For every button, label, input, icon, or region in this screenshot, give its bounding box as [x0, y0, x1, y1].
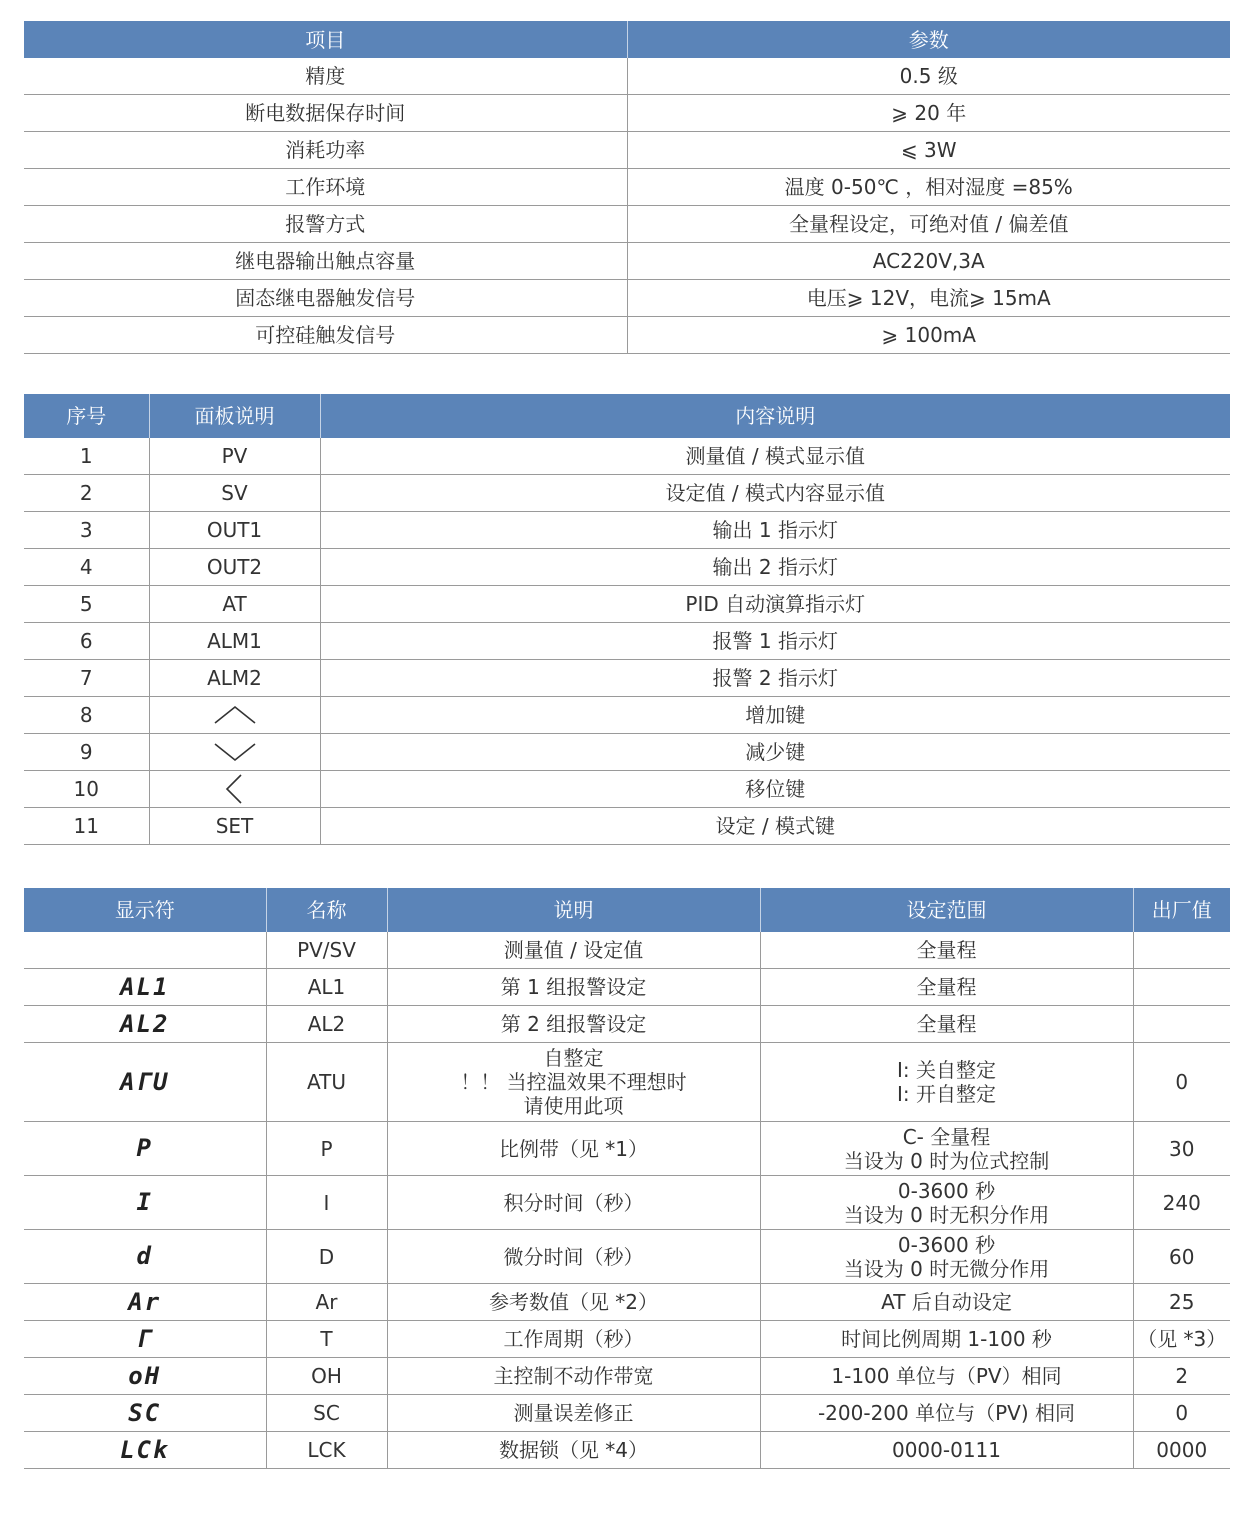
spec-header-item: 项目	[24, 21, 627, 58]
param-table	[24, 888, 1230, 1469]
param-symbol	[24, 932, 266, 969]
param-symbol: I	[24, 1176, 266, 1230]
param-name: AL1	[266, 969, 387, 1006]
param-desc: 第 2 组报警设定	[387, 1006, 760, 1043]
panel-label: ALM1	[149, 623, 320, 660]
panel-no: 11	[24, 808, 149, 845]
panel-no: 9	[24, 734, 149, 771]
param-desc: 参考数值（见 *2）	[387, 1284, 760, 1321]
param-desc: 积分时间（秒）	[387, 1176, 760, 1230]
table-row	[24, 1358, 1230, 1395]
table-row	[24, 132, 1230, 169]
param-name: P	[266, 1122, 387, 1176]
panel-desc: 报警 1 指示灯	[320, 623, 1230, 660]
table-row	[24, 95, 1230, 132]
spec-value: 温度 0-50℃ ，相对湿度 =85%	[627, 169, 1230, 206]
panel-desc: PID 自动演算指示灯	[320, 586, 1230, 623]
table-row	[24, 317, 1230, 354]
param-range: 时间比例周期 1-100 秒	[760, 1321, 1133, 1358]
param-header-name: 名称	[266, 888, 387, 932]
param-range-line: 当设为 0 时无积分作用	[843, 1202, 1050, 1227]
panel-no: 5	[24, 586, 149, 623]
spec-item: 工作环境	[24, 169, 627, 206]
panel-table	[24, 394, 1230, 845]
panel-desc: 增加键	[320, 697, 1230, 734]
panel-label: OUT2	[149, 549, 320, 586]
param-default: 0	[1133, 1395, 1230, 1432]
panel-label	[149, 771, 320, 808]
param-name: OH	[266, 1358, 387, 1395]
table-row	[24, 1006, 1230, 1043]
param-desc: 数据锁（见 *4）	[387, 1432, 760, 1469]
spec-item: 精度	[24, 58, 627, 95]
param-range-line: I: 开自整定	[897, 1082, 996, 1106]
param-symbol: oH	[24, 1358, 266, 1395]
param-range: 全量程	[760, 1006, 1133, 1043]
param-name: SC	[266, 1395, 387, 1432]
param-range: 1-100 单位与（PV）相同	[760, 1358, 1133, 1395]
param-desc-line: 自整定	[543, 1046, 604, 1070]
panel-header-row	[24, 394, 1230, 438]
param-default: 25	[1133, 1284, 1230, 1321]
param-range-line: 0-3600 秒	[897, 1178, 996, 1203]
param-default	[1133, 969, 1230, 1006]
panel-desc: 设定值 / 模式内容显示值	[320, 475, 1230, 512]
spec-header-row	[24, 21, 1230, 58]
panel-desc: 报警 2 指示灯	[320, 660, 1230, 697]
table-row	[24, 969, 1230, 1006]
panel-no: 7	[24, 660, 149, 697]
param-desc: 比例带（见 *1）	[387, 1122, 760, 1176]
table-row	[24, 1176, 1230, 1230]
spec-value: ⩽ 3W	[627, 132, 1230, 169]
table-row	[24, 697, 1230, 734]
param-header-symbol: 显示符	[24, 888, 266, 932]
spec-header-param: 参数	[627, 21, 1230, 58]
panel-label: PV	[149, 438, 320, 475]
table-row	[24, 280, 1230, 317]
spec-item: 继电器输出触点容量	[24, 243, 627, 280]
param-header-desc: 说明	[387, 888, 760, 932]
param-desc	[387, 1043, 760, 1122]
panel-no: 10	[24, 771, 149, 808]
panel-no: 8	[24, 697, 149, 734]
param-default	[1133, 932, 1230, 969]
panel-no: 6	[24, 623, 149, 660]
panel-no: 4	[24, 549, 149, 586]
param-symbol: LCk	[24, 1432, 266, 1469]
spec-item: 可控硅触发信号	[24, 317, 627, 354]
param-desc: 测量值 / 设定值	[387, 932, 760, 969]
param-range-line: 当设为 0 时无微分作用	[843, 1256, 1050, 1281]
param-range	[760, 1122, 1133, 1176]
table-row	[24, 243, 1230, 280]
param-range-line: C- 全量程	[902, 1124, 991, 1149]
table-row	[24, 475, 1230, 512]
param-symbol: AL1	[24, 969, 266, 1006]
param-desc: 工作周期（秒）	[387, 1321, 760, 1358]
table-row	[24, 549, 1230, 586]
spec-item: 报警方式	[24, 206, 627, 243]
panel-no: 3	[24, 512, 149, 549]
param-desc-line: 请使用此项	[523, 1094, 624, 1118]
table-row	[24, 808, 1230, 845]
spec-item: 消耗功率	[24, 132, 627, 169]
table-row	[24, 734, 1230, 771]
spec-value: ⩾ 20 年	[627, 95, 1230, 132]
param-desc-line: ！！ 当控温效果不理想时	[460, 1070, 687, 1094]
table-row	[24, 1122, 1230, 1176]
param-header-default: 出厂值	[1133, 888, 1230, 932]
param-name: I	[266, 1176, 387, 1230]
param-range	[760, 1043, 1133, 1122]
param-name: D	[266, 1230, 387, 1284]
panel-desc: 测量值 / 模式显示值	[320, 438, 1230, 475]
table-row	[24, 1230, 1230, 1284]
table-row	[24, 771, 1230, 808]
table-row	[24, 932, 1230, 969]
panel-header-desc: 内容说明	[320, 394, 1230, 438]
spec-value: AC220V,3A	[627, 243, 1230, 280]
param-default: 240	[1133, 1176, 1230, 1230]
param-desc: 微分时间（秒）	[387, 1230, 760, 1284]
param-name: T	[266, 1321, 387, 1358]
left-key-icon	[223, 773, 247, 805]
param-symbol: P	[24, 1122, 266, 1176]
panel-no: 1	[24, 438, 149, 475]
param-default: （见 *3）	[1133, 1321, 1230, 1358]
param-default: 2	[1133, 1358, 1230, 1395]
table-row	[24, 623, 1230, 660]
param-default: 30	[1133, 1122, 1230, 1176]
panel-desc: 输出 1 指示灯	[320, 512, 1230, 549]
param-desc: 第 1 组报警设定	[387, 969, 760, 1006]
param-range-line: I: 关自整定	[897, 1058, 996, 1082]
table-row	[24, 512, 1230, 549]
panel-label: ALM2	[149, 660, 320, 697]
param-range: 0000-0111	[760, 1432, 1133, 1469]
param-range-line: 当设为 0 时为位式控制	[843, 1148, 1050, 1173]
panel-header-no: 序号	[24, 394, 149, 438]
param-range: 全量程	[760, 932, 1133, 969]
table-row	[24, 586, 1230, 623]
table-row	[24, 660, 1230, 697]
param-default: 0	[1133, 1043, 1230, 1122]
param-symbol: Γ	[24, 1321, 266, 1358]
panel-header-label: 面板说明	[149, 394, 320, 438]
panel-desc: 减少键	[320, 734, 1230, 771]
spec-table	[24, 21, 1230, 354]
table-row	[24, 206, 1230, 243]
panel-label	[149, 734, 320, 771]
param-range	[760, 1230, 1133, 1284]
spec-item: 固态继电器触发信号	[24, 280, 627, 317]
param-name: AL2	[266, 1006, 387, 1043]
panel-desc: 设定 / 模式键	[320, 808, 1230, 845]
param-range: -200-200 单位与（PV) 相同	[760, 1395, 1133, 1432]
param-desc: 主控制不动作带宽	[387, 1358, 760, 1395]
param-symbol: AΓU	[24, 1043, 266, 1122]
param-default: 60	[1133, 1230, 1230, 1284]
table-row	[24, 169, 1230, 206]
table-row	[24, 1395, 1230, 1432]
table-row	[24, 438, 1230, 475]
panel-no: 2	[24, 475, 149, 512]
down-key-icon	[213, 740, 257, 764]
panel-label: SET	[149, 808, 320, 845]
param-range: AT 后自动设定	[760, 1284, 1133, 1321]
param-header-range: 设定范围	[760, 888, 1133, 932]
spec-value: 全量程设定，可绝对值 / 偏差值	[627, 206, 1230, 243]
spec-value: 电压⩾ 12V，电流⩾ 15mA	[627, 280, 1230, 317]
panel-label: OUT1	[149, 512, 320, 549]
table-row	[24, 1432, 1230, 1469]
param-symbol: SC	[24, 1395, 266, 1432]
table-row	[24, 1321, 1230, 1358]
table-row	[24, 1043, 1230, 1122]
param-desc: 测量误差修正	[387, 1395, 760, 1432]
spec-item: 断电数据保存时间	[24, 95, 627, 132]
param-name: LCK	[266, 1432, 387, 1469]
up-key-icon	[213, 703, 257, 727]
param-symbol: AL2	[24, 1006, 266, 1043]
param-default	[1133, 1006, 1230, 1043]
param-range-line: 0-3600 秒	[897, 1232, 996, 1257]
table-row	[24, 1284, 1230, 1321]
panel-label	[149, 697, 320, 734]
spec-value: ⩾ 100mA	[627, 317, 1230, 354]
param-name: ATU	[266, 1043, 387, 1122]
panel-desc: 输出 2 指示灯	[320, 549, 1230, 586]
param-symbol: Ar	[24, 1284, 266, 1321]
panel-label: SV	[149, 475, 320, 512]
table-row	[24, 58, 1230, 95]
panel-desc: 移位键	[320, 771, 1230, 808]
param-symbol: d	[24, 1230, 266, 1284]
param-range: 全量程	[760, 969, 1133, 1006]
param-name: Ar	[266, 1284, 387, 1321]
param-header-row	[24, 888, 1230, 932]
param-default: 0000	[1133, 1432, 1230, 1469]
panel-label: AT	[149, 586, 320, 623]
spec-value: 0.5 级	[627, 58, 1230, 95]
param-name: PV/SV	[266, 932, 387, 969]
param-range	[760, 1176, 1133, 1230]
